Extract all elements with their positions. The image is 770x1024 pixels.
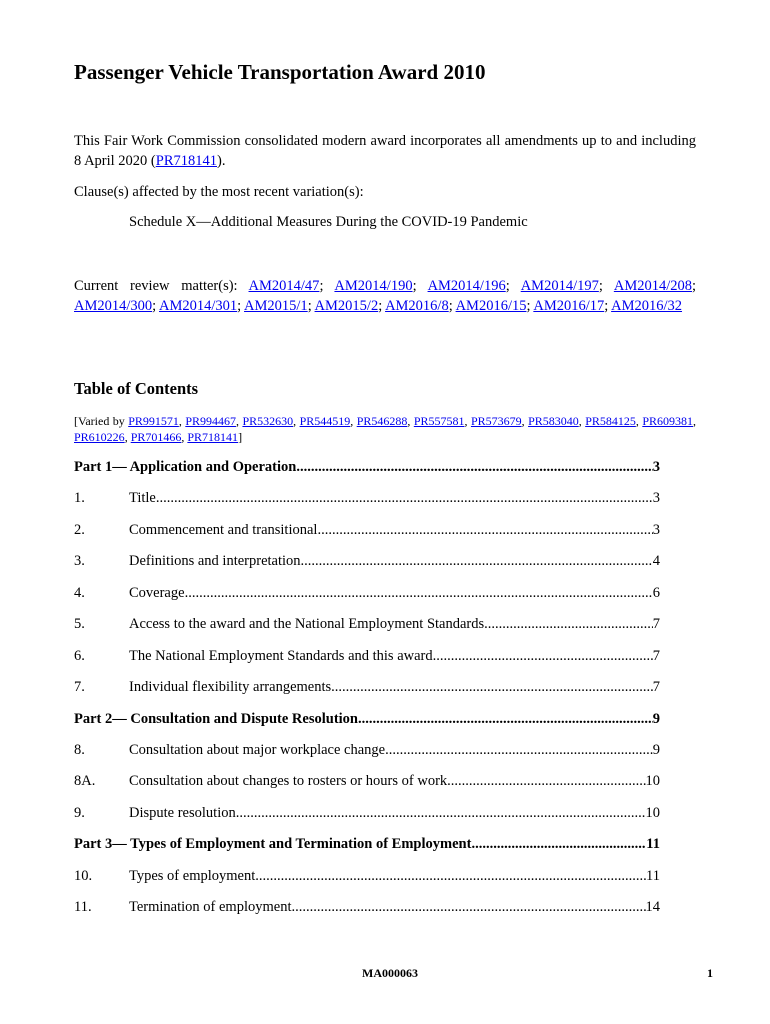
toc-entry[interactable] (74, 552, 660, 570)
review-separator: ; (604, 298, 612, 314)
varied-separator: , (693, 414, 696, 428)
toc-leader-dots (255, 867, 646, 885)
toc-entry-page: 3 (652, 459, 660, 475)
toc-entry-page: 14 (645, 899, 660, 915)
review-matter-link[interactable]: AM2015/1 (244, 298, 308, 314)
toc-entry-page: 11 (646, 868, 660, 884)
toc-entry[interactable] (74, 489, 660, 507)
varied-by-link[interactable]: PR701466 (130, 430, 182, 444)
intro-link[interactable]: PR718141 (155, 153, 218, 169)
toc-leader-dots (236, 804, 646, 822)
toc-entry-number: 9. (74, 805, 85, 821)
varied-links (74, 414, 696, 444)
toc-entry-title: Termination of employment (129, 899, 292, 915)
varied-separator: , (236, 414, 243, 428)
toc-entry[interactable] (74, 615, 660, 633)
review-matter-link[interactable]: AM2016/32 (611, 298, 683, 314)
toc-leader-dots (447, 772, 645, 790)
varied-by-link[interactable]: PR573679 (470, 414, 522, 428)
varied-by-link[interactable]: PR532630 (242, 414, 294, 428)
clauses-label: Clause(s) affected by the most recent variation(s): (74, 184, 364, 200)
intro-paragraph (74, 131, 696, 171)
varied-by-link[interactable]: PR609381 (642, 414, 693, 428)
varied-by (74, 413, 696, 445)
review-matter-link[interactable]: AM2014/190 (334, 278, 413, 294)
review-matter-link[interactable]: AM2016/17 (533, 298, 605, 314)
varied-by-link[interactable]: PR544519 (299, 414, 351, 428)
toc-entry-title: Part 1— Application and Operation (74, 459, 297, 475)
toc-entry-number: 10. (74, 868, 93, 884)
toc-entry-number: 7. (74, 679, 85, 695)
toc-entry-page: 6 (652, 585, 660, 601)
varied-by-link[interactable]: PR557581 (413, 414, 465, 428)
toc-leader-dots (471, 835, 646, 853)
toc-part-entry[interactable] (74, 710, 660, 728)
toc-entry-title: Title (129, 490, 156, 506)
toc-entry-number: 8. (74, 742, 85, 758)
toc-part-entry[interactable] (74, 835, 660, 853)
toc-leader-dots (291, 898, 645, 916)
toc-leader-dots (317, 521, 652, 539)
varied-separator: , (181, 430, 188, 444)
review-matter-link[interactable]: AM2014/301 (159, 298, 238, 314)
toc-entry-page: 10 (645, 805, 660, 821)
toc-entry-page: 4 (652, 553, 660, 569)
toc-entry-title: Commencement and transitional (129, 522, 318, 538)
varied-separator: , (178, 414, 186, 428)
toc-entry[interactable] (74, 678, 660, 696)
toc-entry[interactable] (74, 867, 660, 885)
varied-separator: , (293, 414, 300, 428)
toc-entry-title: The National Employment Standards and this award (129, 648, 433, 664)
review-separator: ; (505, 278, 521, 294)
varied-by-link[interactable]: PR994467 (185, 414, 236, 428)
clause-affected: Schedule X—Additional Measures During the COVID-19 Pandemic (129, 214, 528, 230)
review-separator: ; (237, 298, 245, 314)
varied-separator: , (124, 430, 131, 444)
toc-entry[interactable] (74, 584, 660, 602)
varied-separator: , (407, 414, 414, 428)
document-code: MA000063 (362, 966, 418, 980)
toc-leader-dots (358, 710, 653, 728)
toc-leader-dots (484, 615, 653, 633)
varied-by-link[interactable]: PR584125 (585, 414, 636, 428)
varied-separator: , (521, 414, 529, 428)
review-separator: ; (378, 298, 386, 314)
review-matter-link[interactable]: AM2014/300 (74, 298, 153, 314)
review-separator: ; (152, 298, 160, 314)
varied-by-link[interactable]: PR610226 (74, 430, 125, 444)
varied-by-link[interactable]: PR546288 (356, 414, 408, 428)
toc-entry-page: 3 (652, 490, 660, 506)
toc-entry[interactable] (74, 741, 660, 759)
varied-suffix: ] (238, 430, 243, 444)
page-number: 1 (707, 966, 713, 980)
toc-heading: Table of Contents (74, 379, 199, 398)
toc-entry[interactable] (74, 647, 660, 665)
varied-separator: , (635, 414, 643, 428)
toc-entry-title: Consultation about major workplace change (129, 742, 386, 758)
toc-entry-title: Coverage (129, 585, 185, 601)
toc-entry-title: Types of employment (129, 868, 256, 884)
toc-entry[interactable] (74, 521, 660, 539)
toc-entry[interactable] (74, 898, 660, 916)
review-matter-link[interactable]: AM2014/208 (613, 278, 692, 294)
varied-by-link[interactable]: PR991571 (128, 414, 179, 428)
toc-entry-number: 4. (74, 585, 85, 601)
varied-prefix: [Varied by (74, 414, 129, 428)
toc-entry-number: 1. (74, 490, 85, 506)
varied-separator: , (350, 414, 357, 428)
toc-entry-page: 9 (652, 711, 660, 727)
review-separator: ; (448, 298, 456, 314)
review-separator: ; (692, 278, 697, 294)
toc-leader-dots (156, 489, 653, 507)
toc-leader-dots (433, 647, 653, 665)
toc-leader-dots (185, 584, 653, 602)
toc-entry-title: Part 2— Consultation and Dispute Resolution (74, 711, 358, 727)
toc-entry-page: 11 (646, 836, 660, 852)
page-title: Passenger Vehicle Transportation Award 2010 (74, 60, 486, 84)
toc-entry-title: Definitions and interpretation (129, 553, 301, 569)
review-matter-link[interactable]: AM2016/8 (385, 298, 449, 314)
review-label: Current review matter(s): (74, 278, 249, 294)
review-matters (74, 276, 696, 316)
toc-entry-number: 11. (74, 899, 92, 915)
review-separator: ; (526, 298, 534, 314)
toc-entry-number: 2. (74, 522, 85, 538)
varied-by-link[interactable]: PR718141 (187, 430, 239, 444)
toc-entry-page: 3 (652, 522, 660, 538)
review-separator: ; (412, 278, 428, 294)
intro-text: This Fair Work Commission consolidated modern award incorporates all amendments up to and including 8 April 2020 ( (74, 133, 696, 169)
varied-by-link[interactable]: PR583040 (528, 414, 579, 428)
toc-entry-title: Individual flexibility arrangements (129, 679, 332, 695)
toc-entry-number: 5. (74, 616, 85, 632)
toc-entry-page: 9 (652, 742, 660, 758)
toc-entry[interactable] (74, 804, 660, 822)
toc-entry-page: 10 (645, 773, 660, 789)
toc-leader-dots (385, 741, 653, 759)
toc-entry-page: 7 (652, 648, 660, 664)
toc-entry-title: Consultation about changes to rosters or hours of work (129, 773, 448, 789)
review-separator: ; (307, 298, 315, 314)
toc-entry-number: 3. (74, 553, 85, 569)
toc-leader-dots (296, 458, 652, 476)
toc-entry-number: 8A. (74, 773, 96, 789)
review-matter-link[interactable]: AM2014/196 (427, 278, 506, 294)
review-matter-link[interactable]: AM2016/15 (455, 298, 527, 314)
toc-entry-title: Part 3— Types of Employment and Termination of Employment (74, 836, 472, 852)
toc-entry-page: 7 (652, 616, 660, 632)
toc-leader-dots (331, 678, 653, 696)
review-matter-link[interactable]: AM2014/197 (520, 278, 599, 294)
review-separator: ; (598, 278, 614, 294)
toc-entry[interactable] (74, 772, 660, 790)
intro-end: ). (217, 153, 226, 169)
review-matter-link[interactable]: AM2015/2 (314, 298, 379, 314)
toc-entry-page: 7 (652, 679, 660, 695)
review-separator: ; (319, 278, 335, 294)
toc-entry-number: 6. (74, 648, 85, 664)
toc-leader-dots (301, 552, 653, 570)
toc-part-entry[interactable] (74, 458, 660, 476)
varied-separator: , (578, 414, 586, 428)
varied-separator: , (464, 414, 471, 428)
toc-entry-title: Access to the award and the National Employment Standards (129, 616, 485, 632)
toc-entry-title: Dispute resolution (129, 805, 236, 821)
review-matter-link[interactable]: AM2014/47 (248, 278, 320, 294)
